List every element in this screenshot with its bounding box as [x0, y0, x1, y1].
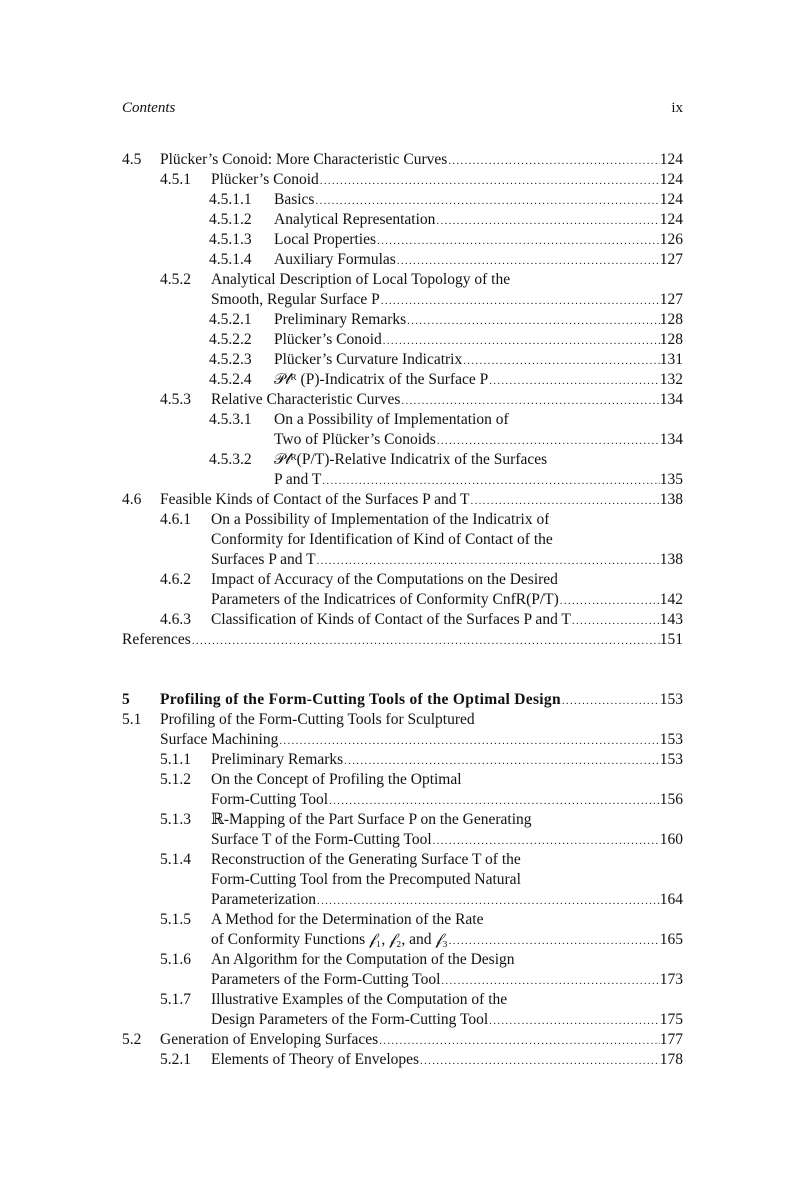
toc-entry[interactable]: [0, 970, 805, 990]
toc-entry[interactable]: [0, 930, 805, 950]
toc-entry-continuation[interactable]: [0, 570, 805, 590]
toc-entry-title: Auxiliary Formulas: [274, 251, 396, 268]
toc-entry[interactable]: [0, 590, 805, 610]
toc-entry-title: Surfaces P and T: [211, 551, 316, 568]
toc-entry-title: Design Parameters of the Form-Cutting Tool: [211, 1011, 489, 1028]
toc-entry-number: 4.5.2: [160, 271, 191, 288]
toc-entry-number: 4.6.1: [160, 511, 191, 528]
toc-entry-title: Parameterization: [211, 891, 317, 908]
dot-leader: [436, 211, 659, 231]
toc-entry-page: 156: [659, 791, 683, 808]
toc-entry-title: Form-Cutting Tool: [211, 791, 329, 808]
toc-entry-continuation[interactable]: [0, 270, 805, 290]
toc-entry-number: 4.5.3.2: [209, 451, 252, 468]
toc-entry-title: A Method for the Determination of the Rate: [211, 911, 484, 928]
toc-entry[interactable]: [0, 170, 805, 190]
toc-entry-title: Smooth, Regular Surface P: [211, 291, 380, 308]
toc-entry-number: 5.1.3: [160, 811, 191, 828]
toc-entry-page: 165: [659, 931, 683, 948]
toc-entry-title: of Conformity Functions 𝒻₁, 𝒻₂, and 𝒻₃: [211, 931, 448, 948]
toc-entry-title: Plücker’s Curvature Indicatrix: [274, 351, 463, 368]
toc-entry-title: Relative Characteristic Curves: [211, 391, 401, 408]
toc-entry-number: 4.6.3: [160, 611, 191, 628]
toc-entry-number: 4.5: [122, 151, 142, 168]
dot-leader: [381, 291, 660, 311]
dot-leader: [489, 1011, 660, 1031]
toc-entry[interactable]: [0, 730, 805, 750]
toc-entry-title: P and T: [274, 471, 322, 488]
toc-entry-number: 4.5.1.1: [209, 191, 252, 208]
toc-entry-title: Analytical Description of Local Topology of the: [211, 271, 511, 288]
toc-entry-title: References: [122, 631, 191, 648]
toc-entry-title: Plücker’s Conoid: [211, 171, 319, 188]
toc-entry-title: Preliminary Remarks: [211, 751, 344, 768]
toc-entry-page: 173: [659, 971, 683, 988]
dot-leader: [489, 371, 660, 391]
dot-leader: [379, 1031, 660, 1051]
toc-entry-page: 124: [659, 211, 683, 228]
toc-entry-title: Parameters of the Indicatrices of Conformity CnfR(P/T): [211, 591, 559, 608]
toc-entry-number: 4.5.2.3: [209, 351, 252, 368]
toc-entry-number: 5.1.4: [160, 851, 191, 868]
toc-entry-number: 4.5.2.1: [209, 311, 252, 328]
toc-entry-title: Surface Machining: [160, 731, 279, 748]
toc-entry-continuation[interactable]: [0, 710, 805, 730]
toc-entry[interactable]: [0, 190, 805, 210]
toc-entry-title: Local Properties: [274, 231, 377, 248]
toc-entry-page: 135: [659, 471, 683, 488]
toc-entry-title: Profiling of the Form-Cutting Tools for Sculptured: [160, 711, 475, 728]
dot-leader: [329, 791, 660, 811]
toc-entry-continuation[interactable]: [0, 950, 805, 970]
dot-leader: [449, 931, 660, 951]
toc-entry-title: On a Possibility of Implementation of: [274, 411, 509, 428]
toc-entry[interactable]: [0, 370, 805, 390]
toc-entry[interactable]: [0, 630, 805, 650]
dot-leader: [317, 891, 660, 911]
toc-entry[interactable]: [0, 890, 805, 910]
toc-entry-number: 4.6.2: [160, 571, 191, 588]
toc-entry-continuation[interactable]: [0, 770, 805, 790]
toc-entry-title: Analytical Representation: [274, 211, 436, 228]
toc-entry[interactable]: [0, 310, 805, 330]
toc-entry-page: 143: [659, 611, 683, 628]
toc-entry-title: Parameters of the Form-Cutting Tool: [211, 971, 441, 988]
toc-entry-number: 5.1: [122, 711, 142, 728]
dot-leader: [420, 1051, 660, 1071]
toc-entry[interactable]: [0, 790, 805, 810]
toc-entry-number: 4.5.3: [160, 391, 191, 408]
toc-entry[interactable]: [0, 750, 805, 770]
dot-leader: [562, 691, 660, 711]
toc-entry[interactable]: [0, 210, 805, 230]
toc-entry-title: Elements of Theory of Envelopes: [211, 1051, 420, 1068]
toc-entry-title: Illustrative Examples of the Computation of the: [211, 991, 508, 1008]
toc-entry-page: 132: [659, 371, 683, 388]
toc-entry-page: 126: [659, 231, 683, 248]
toc-entry[interactable]: [0, 250, 805, 270]
toc-entry-number: 4.5.3.1: [209, 411, 252, 428]
toc-entry-continuation[interactable]: [0, 990, 805, 1010]
dot-leader: [315, 191, 659, 211]
toc-entry[interactable]: [0, 350, 805, 370]
toc-entry-title: On the Concept of Profiling the Optimal: [211, 771, 462, 788]
toc-entry-title: Form-Cutting Tool from the Precomputed Natural: [211, 871, 521, 888]
toc-entry-number: 5.2: [122, 1031, 142, 1048]
toc-entry-continuation[interactable]: [0, 530, 805, 550]
toc-entry[interactable]: [0, 610, 805, 630]
toc-entry[interactable]: [0, 1010, 805, 1030]
dot-leader: [279, 731, 659, 751]
toc-entry-title: 𝒫𝓁ᴿ(P/T)-Relative Indicatrix of the Surfaces: [274, 451, 548, 468]
dot-leader: [572, 611, 660, 631]
toc-entry-title: Conformity for Identification of Kind of Contact of the: [211, 531, 553, 548]
toc-entry-page: 164: [659, 891, 683, 908]
toc-entry-page: 153: [659, 751, 683, 768]
dot-leader: [437, 431, 660, 451]
dot-leader: [377, 231, 660, 251]
toc-entry-continuation[interactable]: [0, 450, 805, 470]
toc-entry-number: 4.5.1: [160, 171, 191, 188]
toc-entry-continuation[interactable]: [0, 810, 805, 830]
toc-entry[interactable]: [0, 490, 805, 510]
toc-entry[interactable]: [0, 1050, 805, 1070]
toc-entry-title: ℝ-Mapping of the Part Surface P on the Generating: [211, 811, 532, 828]
dot-leader: [192, 631, 660, 651]
toc-entry-page: 124: [659, 171, 683, 188]
toc-entry[interactable]: [0, 470, 805, 490]
toc-entry-page: 151: [659, 631, 683, 648]
toc-entry-number: 4.5.2.2: [209, 331, 252, 348]
toc-entry[interactable]: [0, 150, 805, 170]
toc-entry-title: Preliminary Remarks: [274, 311, 407, 328]
toc-entry-number: 5: [122, 691, 131, 708]
toc-entry-page: 142: [659, 591, 683, 608]
running-header-title: Contents: [122, 100, 176, 116]
toc-entry-page: 175: [659, 1011, 683, 1028]
toc-entry[interactable]: [0, 690, 805, 710]
toc-entry[interactable]: [0, 290, 805, 310]
dot-leader: [471, 491, 660, 511]
toc-entry-title: 𝒫𝓁ᴿ (P)-Indicatrix of the Surface P: [274, 371, 489, 388]
toc-entry-page: 127: [659, 291, 683, 308]
dot-leader: [317, 551, 660, 571]
toc-entry-page: 160: [659, 831, 683, 848]
dot-leader: [560, 591, 660, 611]
toc-entry-title: Plücker’s Conoid: More Characteristic Curves: [160, 151, 448, 168]
toc-entry-number: 5.1.7: [160, 991, 191, 1008]
dot-leader: [433, 831, 660, 851]
toc-entry[interactable]: [0, 430, 805, 450]
toc-entry-number: 5.1.6: [160, 951, 191, 968]
dot-leader: [397, 251, 660, 271]
toc-entry[interactable]: [0, 230, 805, 250]
toc-entry-page: 131: [659, 351, 683, 368]
toc-entry[interactable]: [0, 830, 805, 850]
toc-entry-page: 138: [659, 491, 683, 508]
toc-entry[interactable]: [0, 550, 805, 570]
dot-leader: [322, 471, 659, 491]
toc-entry-number: 4.5.1.2: [209, 211, 252, 228]
toc-entry-page: 134: [659, 391, 683, 408]
toc-entry-title: Profiling of the Form-Cutting Tools of the Optimal Design: [160, 691, 561, 708]
toc-entry-number: 5.1.5: [160, 911, 191, 928]
toc-entry-title: Two of Plücker’s Conoids: [274, 431, 436, 448]
toc-entry-continuation[interactable]: [0, 910, 805, 930]
toc-entry-number: 4.6: [122, 491, 142, 508]
toc-entry-page: 124: [659, 151, 683, 168]
dot-leader: [320, 171, 660, 191]
toc-entry-number: 5.2.1: [160, 1051, 191, 1068]
toc-entry-continuation[interactable]: [0, 510, 805, 530]
toc-entry-title: Basics: [274, 191, 315, 208]
toc-entry-page: 128: [659, 331, 683, 348]
toc-entry-page: 127: [659, 251, 683, 268]
toc-entry-continuation[interactable]: [0, 850, 805, 870]
dot-leader: [448, 151, 659, 171]
running-header: [122, 100, 683, 122]
toc-entry-page: 124: [659, 191, 683, 208]
toc-entry-page: 178: [659, 1051, 683, 1068]
toc-entry[interactable]: [0, 330, 805, 350]
toc-entry-number: 4.5.1.3: [209, 231, 252, 248]
toc-entry-number: 4.5.2.4: [209, 371, 252, 388]
toc-entry[interactable]: [0, 390, 805, 410]
toc-entry-title: Surface T of the Form-Cutting Tool: [211, 831, 432, 848]
page-number: ix: [671, 100, 683, 116]
toc-entry-title: On a Possibility of Implementation of the Indicatrix of: [211, 511, 550, 528]
toc-entry-page: 153: [659, 691, 683, 708]
toc-entry-title: Reconstruction of the Generating Surface T of the: [211, 851, 521, 868]
toc-entry-continuation[interactable]: [0, 410, 805, 430]
toc-entry-title: Plücker’s Conoid: [274, 331, 382, 348]
dot-leader: [441, 971, 659, 991]
toc-entry-number: 5.1.2: [160, 771, 191, 788]
dot-leader: [407, 311, 660, 331]
toc-entry-page: 153: [659, 731, 683, 748]
toc-entry-number: 4.5.1.4: [209, 251, 252, 268]
toc-entry-page: 138: [659, 551, 683, 568]
toc-entry-page: 128: [659, 311, 683, 328]
dot-leader: [463, 351, 660, 371]
toc-entry-page: 177: [659, 1031, 683, 1048]
dot-leader: [401, 391, 659, 411]
toc-entry-page: 134: [659, 431, 683, 448]
toc-entry-title: An Algorithm for the Computation of the Design: [211, 951, 515, 968]
toc-entry-title: Generation of Enveloping Surfaces: [160, 1031, 379, 1048]
toc-entry-title: Classification of Kinds of Contact of the Surfaces P and T: [211, 611, 571, 628]
toc-entry-title: Feasible Kinds of Contact of the Surfaces P and T: [160, 491, 470, 508]
toc-entry-number: 5.1.1: [160, 751, 191, 768]
dot-leader: [383, 331, 660, 351]
toc-entry-continuation[interactable]: [0, 870, 805, 890]
dot-leader: [344, 751, 660, 771]
toc-entry[interactable]: [0, 1030, 805, 1050]
toc-entry-title: Impact of Accuracy of the Computations on the Desired: [211, 571, 558, 588]
